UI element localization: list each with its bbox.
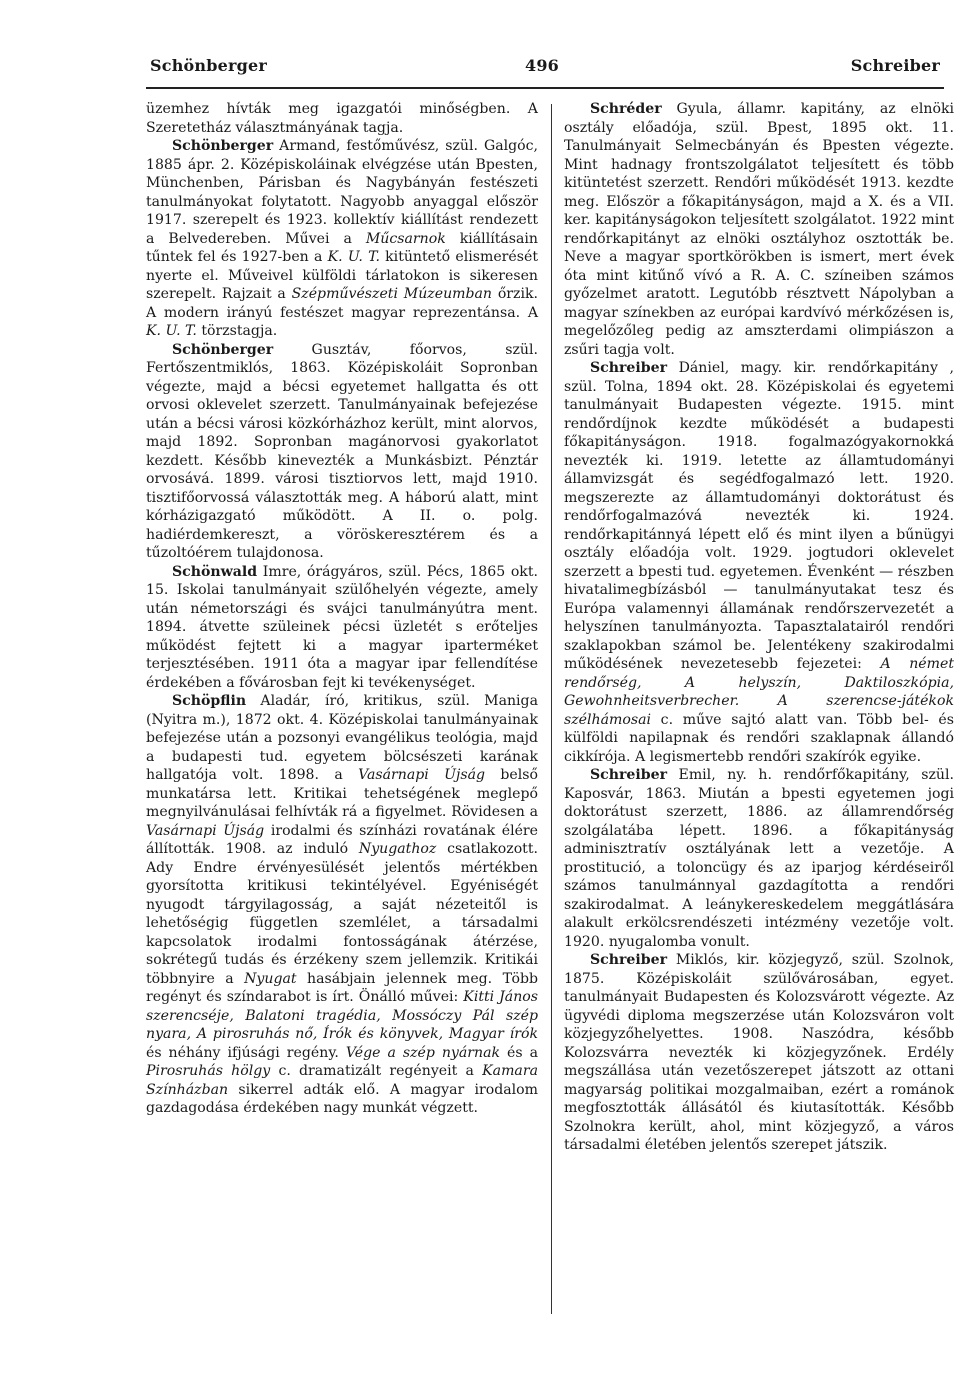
entry-text: kitüntető elismerését nyerte el. Műveivel külföldi tárlatokon is sikeresen szerepelt. Rajzait a [146, 249, 538, 302]
entry-text: sikerrel adták elő. A magyar irodalom gazdagodása érdekében nagy munkát végzett. [146, 1081, 538, 1116]
italic-title: K. U. T. [327, 249, 380, 265]
biography-entry [564, 766, 954, 951]
biography-entry [564, 100, 954, 359]
entry-text: c. műve sajtó alatt van. Több bel- és külföldi napilapnak és rendőri szaklapnak állandó cikkírója. A legismertebb rendőri szakírók egyike. [564, 711, 954, 765]
biography-entry [564, 359, 954, 766]
entry-text: Armand, festőművész, szül. Galgóc, 1885 ápr. 2. Középiskoláinak elvégzése után Bpesten, Münchenben, Párisban és Nagybányán festészeti tanulmányokat folytatott. Nagyobb anyaggal először 1917. szerepelt és 1923. kollektív kiállítást rendezett a Belvedereben. Művei a [146, 138, 538, 247]
italic-title: Kamara Színházban [146, 1063, 538, 1098]
entry-surname: Schönberger [172, 138, 274, 154]
entry-text: Dániel, magy. kir. rendőrkapitány , szül. Tolna, 1894 okt. 28. Középiskolai és egyetemi tanulmányait Budapesten végezte. 1915. mint rendőrdíjnok kezdte működését a budapesti főkapitányságon. 1918. fogalmazógyakornokká nevezték ki. 1919. letette az államtudományi államvizsgát és segédfogalmazó lett. 1920. megszerezte az államtudományi doktorátust és rendőrfogalmazóvá nevezték ki. 1924. rendőrkapitánnyá lépett elő és mint ilyen a bűnügyi osztály előadója volt. 1929. jogtudori oklevelet szerzett a bpesti tud. egyetemen. Évenként — részben hivatalimegbízásból — tanulmányutakat tesz és Európa valamennyi államának rendőrszervezetét a helyszínen tanulmányozta. Tapasztalatairól rendőri szaklapokban számol be. Jelentékeny szakirodalmi működésének nevezetesebb fejezetei: [564, 360, 954, 672]
biography-entry [146, 341, 538, 563]
entry-text: Gusztáv, főorvos, szül. Fertőszentmiklós, 1863. Középiskoláit Sopronban végezte, majd a bécsi egyetemet hallgatta és ott orvosi oklevelet szerzett. Tanulmányainak befejezése után a bécsi városi közkórházhoz került, mint alorvos, majd 1892. Sopronban magánorvosi gyakorlatot kezdett. Később kinevezték a Munkásbizt. Pénztár orvosává. 1899. városi tisztiorvos lett, majd 1910. tisztifőorvossá választották meg. A háború alatt, mint kórházigazgató működött. A II. o. polg. hadiérdemkereszt, a vöröskeresztérem és a tűzoltóérem tulajdonosa. [146, 341, 538, 561]
entry-text: kiállításain tűntek fel és 1927-ben a [146, 230, 538, 265]
page-number: 496 [525, 56, 559, 75]
entry-text: törzstagja. [196, 323, 278, 339]
italic-title: Vége a szép nyárnak [345, 1044, 501, 1061]
italic-title: Szépművészeti Múzeumban [291, 286, 493, 302]
entry-surname: Schreiber [590, 952, 667, 968]
italic-title: Kitti János szerencséje, Balatoni tragédia, Mossóczy Pál szép nyara, A pirosruhás nő, Írók és könyvek, Magyar írók [146, 989, 539, 1042]
entry-text: Emil, ny. h. rendőrfőkapitány, szül. Kaposvár, 1863. Miután a bpesti egyetemen jogi doktorátust szerzett, 1886. az államrendőrség szolgálatába lépett. 1896. a főkapitányság adminisztratív osztályának lett a vezetője. A prostitució, a toloncügy és az iparjog kérdéseiről számos tanulmánnyal gazdagította a rendőri szakirodalmat. A leánykereskedelem meggátlására alakult erkölcsrendészeti intézmény vezetője volt. 1920. nyugalomba vonult. [564, 767, 954, 950]
entry-surname: Schöpflin [172, 693, 247, 709]
header-right-name: Schreiber [850, 56, 940, 75]
italic-title: Pirosruhás hölgy [146, 1063, 271, 1079]
italic-title: Nyugathoz [358, 841, 437, 857]
entry-text: c. dramatizált regényeit a [270, 1063, 483, 1079]
entry-surname: Schönwald [172, 563, 258, 580]
column-divider [551, 104, 552, 1314]
italic-title: K. U. T. [146, 323, 197, 339]
entry-surname: Schreiber [590, 360, 667, 376]
biography-entry [146, 563, 538, 693]
entry-text: és néhány ifjúsági regény. [146, 1044, 346, 1061]
biography-entry [146, 137, 538, 341]
biography-entry [564, 951, 954, 1155]
continued-paragraph [146, 100, 538, 137]
entry-text: Miklós, kir. közjegyző, szül. Szolnok, 1875. Középiskoláit szülővárosában, egyet. tanulmányait Budapesten és Kolozsvárott végezte. Az ügyvédi diploma megszerzése után Kolozsváron volt közjegyzőhelyettes. 1908. Naszódra, később Kolozsvárra nevezték ki közjegyzőnek. Erdély megszállása után vezetőszerepet játszott az ottani magyarság politikai mozgalmaiban, ezért a románok megfosztották állásától és kiutasították. Később Szolnokra került, ahol, mint közjegyző, a város társadalmi életében jelentős szerepet játszik. [564, 952, 954, 1153]
entry-text: belső munkatársa lett. Kritikai tehetségének meglepő megnyilvánulásai felhívták rá a figyelmet. Rövidesen a [146, 767, 538, 820]
entry-text: irodalmi és színházi rovatának élére állították. 1908. az induló [146, 822, 538, 857]
italic-title: Vasárnapi Újság [358, 767, 486, 783]
entry-surname: Schréder [590, 101, 662, 117]
entry-text: üzemhez hívták meg igazgatói minőségben. A Szeretetház választmányának tagja. [146, 101, 538, 136]
entry-text: őrzik. A modern irányú festészet magyar reprezentánsa. A [146, 286, 538, 321]
entry-text: és a [500, 1044, 538, 1061]
running-header [150, 56, 940, 86]
header-rule [146, 87, 944, 89]
entry-surname: Schönberger [172, 341, 274, 358]
entry-text: Aladár, író, kritikus, szül. Maniga (Nyitra m.), 1872 okt. 4. Középiskolai tanulmányainak befejezése után a pozsonyi evangélikus teológia, majd a budapesti tud. egyetem bölcsészeti karának hallgatója volt. 1898. a [146, 693, 538, 783]
entry-text: hasábjain jelennek meg. Több regényt és színdarabot is írt. Önálló művei: [146, 970, 538, 1005]
biography-entry [146, 692, 538, 1118]
italic-title: A német rendőrség, A helyszín, Daktiloszkópia, Gewohnheitsverbrecher. A szerencse-játékok szélhámosai [564, 656, 954, 728]
entry-text: csatlakozott. Ady Endre érvényesülését jelentős mértékben gyorsította kritikusi tekintélyével. Egyéniségét nyugodt tárgyilagosság, a saját nézeteitől is lehetőségig független szemlélet, a társadalmi kapcsolatok irodalmi fontosságának átérzése, sokrétegű tudás és érzékeny szem jellemzik. Kritikái többnyire a [146, 841, 538, 987]
italic-title: Műcsarnok [365, 230, 446, 247]
entry-text: Imre, órágyáros, szül. Pécs, 1865 okt. 15. Iskolai tanulmányait szülőhelyén végezte, amely után németországi és svájci tanulmányútra ment. 1894. átvette szüleinek pécsi üzletét s erőteljes működést fejtett ki a magyar iparterméket terjesztésében. 1911 óta a magyar ipar fellendítése érdekében a fővárosban fejt ki tevékenységet. [146, 563, 538, 691]
italic-title: Nyugat [244, 970, 297, 987]
italic-title: Vasárnapi Újság [146, 822, 265, 839]
left-column [146, 100, 538, 1118]
header-left-name: Schönberger [150, 56, 268, 75]
right-column [564, 100, 954, 1155]
entry-text: Gyula, államr. kapitány, az elnöki osztály előadója, szül. Bpest, 1895 okt. 11. Tanulmányait Selmecbányán és Bpesten végezte. Mint hadnagy frontszolgálatot teljesített és több kitüntetést szerzett. Rendőri működését 1913. kezdte meg. Először a főkapitányságon, majd a X. és a VII. ker. kapitányságokon teljesített szolgálatot. 1922 mint rendőrkapitányt az elnöki osztályhoz osztották be. Neve a magyar sportkörökben is ismert, mert évek óta mint kitűnő vívó a R. A. C. színeiben számos győzelmet aratott. Legutóbb résztvett Nápolyban a magyar színekben az európai kardvívó mérkőzésen is, megelőzőleg pedig az amszterdami olimpiászon a zsűri tagja volt. [564, 101, 954, 358]
entry-surname: Schreiber [590, 767, 667, 783]
